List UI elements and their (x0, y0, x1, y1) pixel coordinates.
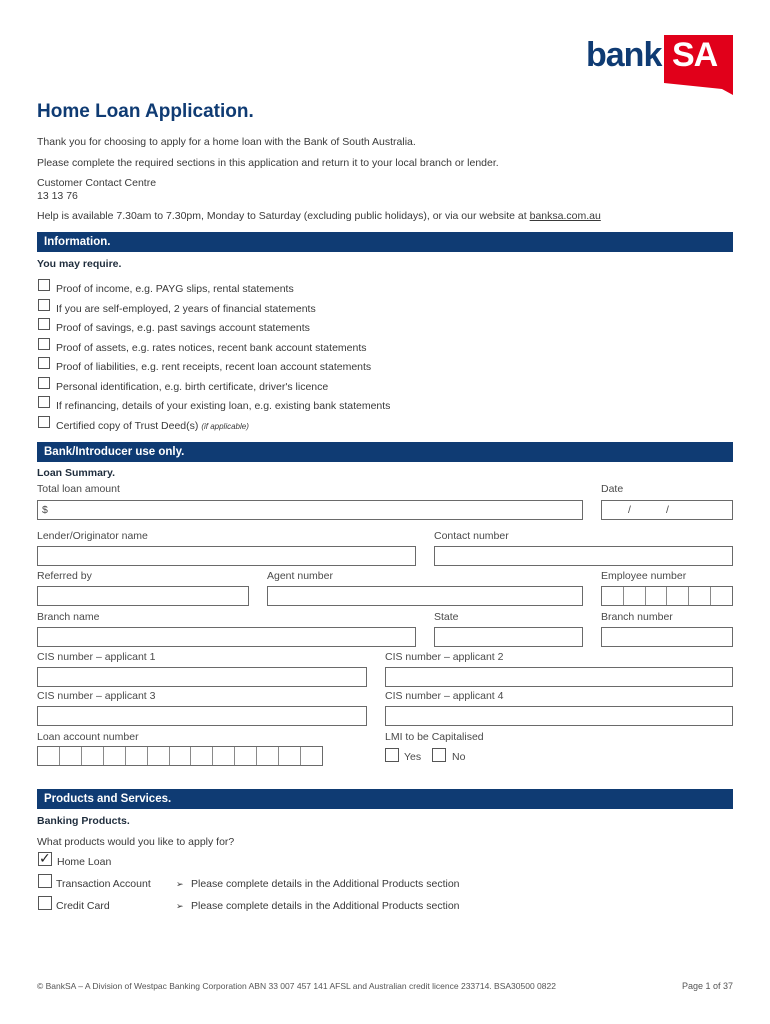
item-identification: Personal identification, e.g. birth certificate, driver's licence (56, 381, 329, 393)
cis3-field[interactable] (37, 706, 367, 726)
credit-card-additional-note: Please complete details in the Additional Products section (191, 900, 460, 912)
products-heading: Products and Services. (37, 789, 733, 809)
lender-field[interactable] (37, 546, 416, 566)
cell (711, 587, 732, 605)
cell (301, 747, 322, 765)
home-loan-label: Home Loan (57, 856, 112, 868)
date-label: Date (601, 483, 624, 495)
cell (82, 747, 104, 765)
cell (126, 747, 148, 765)
item-income: Proof of income, e.g. PAYG slips, rental statements (56, 283, 294, 295)
branch-number-label: Branch number (601, 611, 673, 623)
item-assets: Proof of assets, e.g. rates notices, recent bank account statements (56, 342, 367, 354)
loan-summary-heading: Loan Summary. (37, 467, 115, 479)
cell (689, 587, 711, 605)
page-title: Home Loan Application. (37, 101, 254, 122)
cell (624, 587, 646, 605)
item-self-employed: If you are self-employed, 2 years of financial statements (56, 303, 316, 315)
products-question: What products would you like to apply for? (37, 836, 235, 848)
checkbox-self-employed[interactable] (38, 299, 50, 311)
checkbox-assets[interactable] (38, 338, 50, 350)
footer-legal: © BankSA – A Division of Westpac Banking Corporation ABN 33 007 457 141 AFSL and Australian credit licence 233714. BSA30500 0822 (37, 981, 556, 991)
lmi-no-checkbox[interactable] (432, 748, 446, 762)
checkbox-trust-deed[interactable] (38, 416, 50, 428)
cell (279, 747, 301, 765)
dollar-prefix: $ (42, 504, 48, 516)
help-text (37, 210, 601, 223)
arrow-icon: ➢ (176, 901, 184, 911)
employee-number-cells (602, 587, 732, 605)
date-separator-2: / (666, 504, 669, 516)
cell (170, 747, 192, 765)
banksa-logo (586, 33, 736, 99)
cell (235, 747, 257, 765)
employee-number-label: Employee number (601, 570, 687, 582)
loan-account-label: Loan account number (37, 731, 139, 743)
cis2-field[interactable] (385, 667, 733, 687)
branch-name-field[interactable] (37, 627, 416, 647)
intro-line-1: Thank you for choosing to apply for a home loan with the Bank of South Australia. (37, 136, 416, 148)
credit-card-checkbox[interactable] (38, 896, 52, 910)
lmi-no-label: No (452, 751, 466, 763)
date-separator-1: / (628, 504, 631, 516)
contact-number-label: Contact number (434, 530, 509, 542)
lmi-label: LMI to be Capitalised (385, 731, 484, 743)
state-label: State (434, 611, 459, 623)
logo-text-bank: bank (586, 36, 662, 74)
logo-text-sa: SA (672, 36, 718, 74)
credit-card-label: Credit Card (56, 900, 110, 912)
total-loan-field[interactable] (37, 500, 583, 520)
intro-line-2: Please complete the required sections in this application and return it to your local branch or lender. (37, 157, 499, 169)
check-mark-icon: ✓ (39, 850, 51, 866)
contact-centre-number: 13 13 76 (37, 190, 78, 202)
lmi-yes-label: Yes (404, 751, 422, 763)
contact-centre-label: Customer Contact Centre (37, 177, 157, 189)
cell (148, 747, 170, 765)
referred-by-label: Referred by (37, 570, 92, 582)
agent-number-label: Agent number (267, 570, 333, 582)
branch-name-label: Branch name (37, 611, 100, 623)
trust-deed-note: (if applicable) (201, 422, 249, 431)
agent-number-field[interactable] (267, 586, 583, 606)
total-loan-label: Total loan amount (37, 483, 120, 495)
cell (602, 587, 624, 605)
checkbox-identification[interactable] (38, 377, 50, 389)
branch-number-field[interactable] (601, 627, 733, 647)
cis4-field[interactable] (385, 706, 733, 726)
cis1-field[interactable] (37, 667, 367, 687)
cell (257, 747, 279, 765)
checkbox-refinancing[interactable] (38, 396, 50, 408)
item-liabilities: Proof of liabilities, e.g. rent receipts, recent loan account statements (56, 361, 372, 373)
cell (191, 747, 213, 765)
item-savings: Proof of savings, e.g. past savings account statements (56, 322, 310, 334)
contact-number-field[interactable] (434, 546, 733, 566)
cell (646, 587, 668, 605)
date-field[interactable] (601, 500, 733, 520)
item-trust-deed-label: Certified copy of Trust Deed(s) (56, 420, 199, 432)
referred-by-field[interactable] (37, 586, 249, 606)
cell (213, 747, 235, 765)
employee-number-field[interactable] (601, 586, 733, 606)
cis1-label: CIS number – applicant 1 (37, 651, 156, 663)
help-text-body: Help is available 7.30am to 7.30pm, Monday to Saturday (excluding public holidays), or via our website at (37, 210, 527, 222)
bank-use-heading: Bank/Introducer use only. (37, 442, 733, 462)
state-field[interactable] (434, 627, 583, 647)
cis4-label: CIS number – applicant 4 (385, 690, 504, 702)
cell (38, 747, 60, 765)
loan-account-cells (38, 747, 322, 765)
banking-products-heading: Banking Products. (37, 815, 130, 827)
transaction-account-checkbox[interactable] (38, 874, 52, 888)
website-link[interactable]: banksa.com.au (529, 210, 601, 222)
lender-label: Lender/Originator name (37, 530, 148, 542)
cell (667, 587, 689, 605)
item-refinancing: If refinancing, details of your existing loan, e.g. existing bank statements (56, 400, 391, 412)
cell (60, 747, 82, 765)
information-heading: Information. (37, 232, 733, 252)
checkbox-liabilities[interactable] (38, 357, 50, 369)
home-loan-checkbox[interactable] (38, 852, 52, 866)
checkbox-savings[interactable] (38, 318, 50, 330)
item-trust-deed (56, 420, 249, 433)
transaction-account-label: Transaction Account (56, 878, 151, 890)
cell (104, 747, 126, 765)
checkbox-income[interactable] (38, 279, 50, 291)
cis3-label: CIS number – applicant 3 (37, 690, 156, 702)
loan-account-field[interactable] (37, 746, 323, 766)
cis2-label: CIS number – applicant 2 (385, 651, 504, 663)
transaction-additional-note: Please complete details in the Additional Products section (191, 878, 460, 890)
lmi-yes-checkbox[interactable] (385, 748, 399, 762)
arrow-icon: ➢ (176, 879, 184, 889)
page-number: Page 1 of 37 (681, 981, 733, 991)
information-subheading: You may require. (37, 258, 122, 270)
